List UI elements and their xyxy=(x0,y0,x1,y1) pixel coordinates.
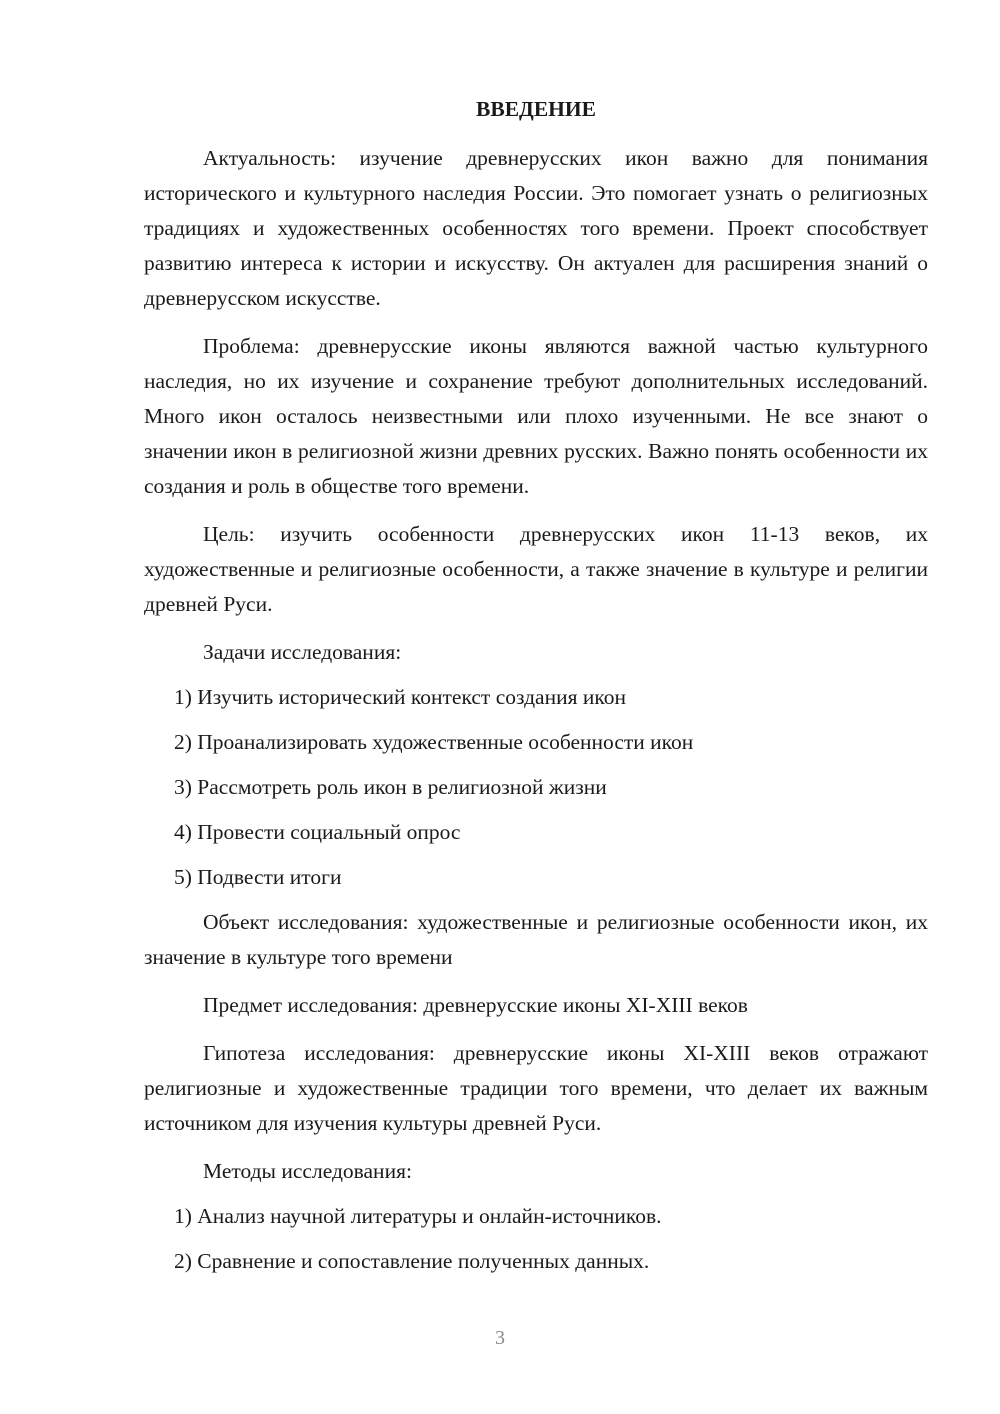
tasks-heading: Задачи исследования: xyxy=(203,640,402,664)
list-item: 1) Изучить исторический контекст создания икон xyxy=(174,685,626,709)
problem-paragraph: Проблема: древнерусские иконы являются важной частью культурного наследия, но их изучение и сохранение требуют дополнительных исследований. Много икон осталось неизвестными или плохо изученными. Не все знают о значении икон в религиозной жизни древних русских. Важно понять особенности их создания и роль в обществе того времени. xyxy=(144,334,928,498)
page-number: 3 xyxy=(495,1327,505,1349)
object-paragraph: Объект исследования: художественные и религиозные особенности икон, их значение в культуре того времени xyxy=(144,910,928,969)
list-item: 4) Провести социальный опрос xyxy=(174,820,461,844)
list-item: 5) Подвести итоги xyxy=(174,865,342,889)
relevance-paragraph: Актуальность: изучение древнерусских икон важно для понимания исторического и культурного наследия России. Это помогает узнать о религиозных традициях и художественных особенностях того времени. Проект способствует развитию интереса к истории и искусству. Он актуален для расширения знаний о древнерусском искусстве. xyxy=(144,146,928,310)
list-item: 3) Рассмотреть роль икон в религиозной жизни xyxy=(174,775,607,799)
list-item: 2) Проанализировать художественные особенности икон xyxy=(174,730,694,754)
methods-list xyxy=(144,1199,928,1279)
methods-heading: Методы исследования: xyxy=(203,1159,412,1183)
hypothesis-paragraph: Гипотеза исследования: древнерусские иконы XI-XIII веков отражают религиозные и художественные традиции того времени, что делает их важным источником для изучения культуры древней Руси. xyxy=(144,1041,928,1135)
document-page xyxy=(144,92,928,1289)
goal-paragraph: Цель: изучить особенности древнерусских икон 11-13 веков, их художественные и религиозные особенности, а также значение в культуре и религии древней Руси. xyxy=(144,522,928,616)
list-item: 2) Сравнение и сопоставление полученных данных. xyxy=(174,1249,650,1273)
tasks-list xyxy=(144,680,928,895)
section-heading: ВВЕДЕНИЕ xyxy=(476,97,596,121)
subject-paragraph: Предмет исследования: древнерусские иконы XI-XIII веков xyxy=(203,993,748,1017)
list-item: 1) Анализ научной литературы и онлайн-источников. xyxy=(174,1204,662,1228)
